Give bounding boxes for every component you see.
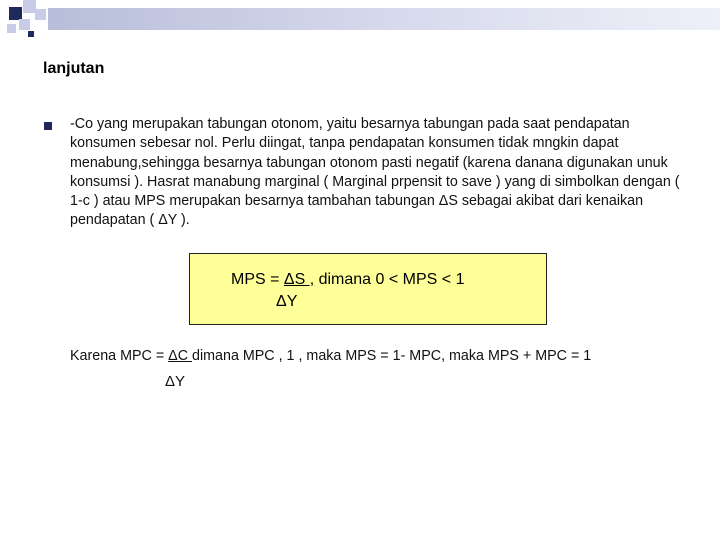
mps-formula-numerator: ΔS , [283, 271, 315, 288]
decor-top-band [48, 8, 720, 30]
bullet-marker [44, 122, 52, 130]
page-title: lanjutan [43, 60, 105, 77]
mpc-formula-line [70, 348, 591, 364]
decor-square-light [19, 19, 30, 30]
mps-formula-denominator: ΔY [276, 293, 298, 310]
mps-formula-line [231, 271, 464, 289]
mps-formula-box [189, 253, 547, 325]
mps-formula-prefix: MPS = [231, 271, 284, 288]
mpc-formula-prefix: Karena MPC = [70, 348, 169, 364]
mpc-formula-numerator: ΔC [168, 348, 192, 364]
decor-square-navy [28, 31, 34, 37]
mps-formula-condition: dimana 0 < MPS < 1 [314, 271, 465, 288]
mpc-formula-rest: dimana MPC , 1 , maka MPS = 1- MPC, maka MPS + MPC = 1 [192, 348, 592, 364]
decor-square-light [7, 24, 16, 33]
body-paragraph: -Co yang merupakan tabungan otonom, yaitu besarnya tabungan pada saat pendapatan konsumen sebesar nol. Perlu diingat, tanpa pendapatan konsumen tidak mngkin dapat menabung,sehingga besarnya tabungan otonom pasti negatif (karena danana digunakan unuk konsumsi ). Hasrat manabung marginal ( Marginal prpensit to save ) yang di simbolkan dengan ( 1-c ) atau MPS merupakan besarnya tambahan tabungan ΔS sebagai akibat dari kenaikan pendapatan ( ΔY ). [70, 116, 680, 229]
decor-square-light [35, 9, 46, 20]
mpc-formula-denominator: ΔY [165, 373, 186, 390]
